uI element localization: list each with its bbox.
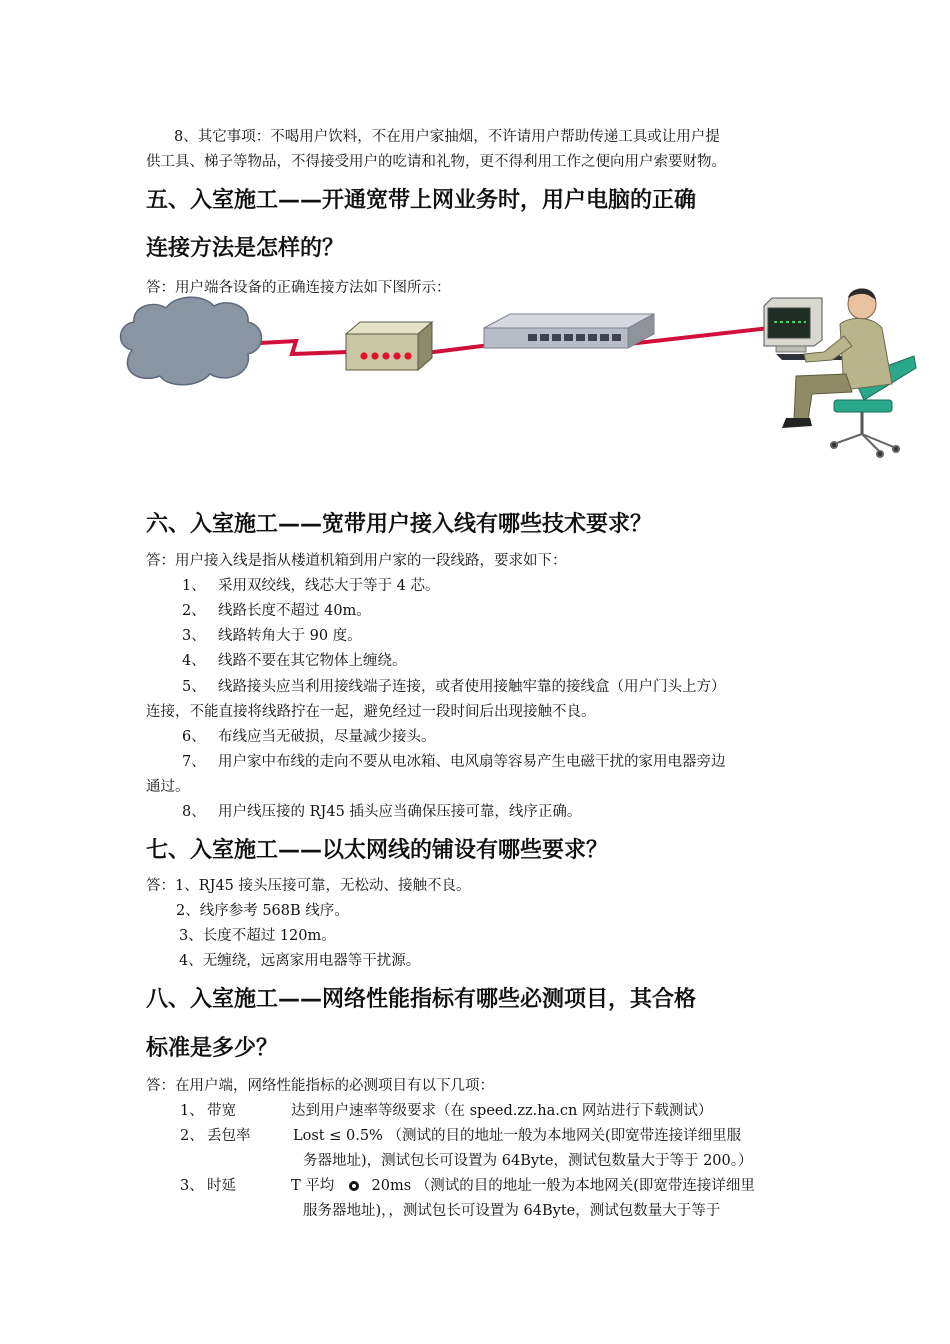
metric-name: 时延 bbox=[207, 1178, 236, 1194]
section7-heading: 七、入室施工——以太网线的铺设有哪些要求？ bbox=[146, 838, 609, 863]
metric-number: 3、 bbox=[180, 1178, 204, 1194]
metric-number: 1、 bbox=[180, 1103, 204, 1119]
list-item: 4、 线路不要在其它物体上缠绕。 bbox=[182, 653, 407, 669]
list-item: 5、 线路接头应当利用接线端子连接，或者使用接触牢靠的接线盒（用户门头上方） bbox=[182, 679, 726, 695]
metric-value bbox=[291, 1174, 755, 1198]
metric-value-continuation: 务器地址)，测试包长可设置为 64Byte，测试包数量大于等于 200。） bbox=[303, 1153, 753, 1169]
section8-heading-line2: 标准是多少？ bbox=[146, 1036, 279, 1061]
list-item: 8、 用户线压接的 RJ45 插头应当确保压接可靠，线序正确。 bbox=[182, 804, 582, 820]
metric-value-continuation: 服务器地址)，，测试包长可设置为 64Byte，测试包数量大于等于 bbox=[303, 1203, 721, 1219]
switch-icon bbox=[484, 314, 654, 348]
section8-heading-line1: 八、入室施工——网络性能指标有哪些必测项目，其合格 bbox=[146, 987, 697, 1012]
section5-answer: 答：用户端各设备的正确连接方法如下图所示： bbox=[146, 280, 451, 296]
list-item-continuation: 连接，不能直接将线路拧在一起，避免经过一段时间后出现接触不良。 bbox=[146, 704, 596, 720]
para8-line1: 8、其它事项：不喝用户饮料，不在用户家抽烟，不许请用户帮助传递工具或让用户提 bbox=[174, 129, 720, 145]
list-item: 3、 线路转角大于 90 度。 bbox=[182, 628, 362, 644]
modem-icon bbox=[346, 322, 432, 370]
section6-intro: 答：用户接入线是指从楼道机箱到用户家的一段线路，要求如下： bbox=[146, 553, 567, 569]
cloud-icon bbox=[121, 297, 262, 385]
bullet-ring-icon bbox=[349, 1181, 359, 1191]
section6-heading: 六、入室施工——宽带用户接入线有哪些技术要求？ bbox=[146, 512, 653, 537]
para8-line2: 供工具、梯子等物品，不得接受用户的吃请和礼物，更不得利用工作之便向用户索要财物。 bbox=[146, 154, 726, 170]
metric-value-text: 20ms （测试的目的地址一般为本地网关(即宽带连接详细里 bbox=[371, 1178, 755, 1194]
section7-line: 答：1、RJ45 接头压接可靠，无松动、接触不良。 bbox=[146, 878, 471, 894]
metric-name: 丢包率 bbox=[207, 1128, 251, 1144]
section7-line: 4、无缠绕，远离家用电器等干扰源。 bbox=[179, 953, 421, 969]
section7-line: 3、长度不超过 120m。 bbox=[179, 928, 336, 944]
list-item: 7、 用户家中布线的走向不要从电冰箱、电风扇等容易产生电磁干扰的家用电器旁边 bbox=[182, 754, 726, 770]
computer-user-icon bbox=[764, 289, 916, 458]
section7-line: 2、线序参考 568B 线序。 bbox=[176, 903, 349, 919]
section5-heading-line2: 连接方法是怎样的？ bbox=[146, 236, 345, 261]
metric-value: Lost ≤ 0.5% （测试的目的地址一般为本地网关(即宽带连接详细里服 bbox=[293, 1128, 742, 1144]
section5-heading-line1: 五、入室施工——开通宽带上网业务时，用户电脑的正确 bbox=[146, 188, 697, 213]
metric-value: 达到用户速率等级要求（在 speed.zz.ha.cn 网站进行下载测试） bbox=[291, 1103, 713, 1119]
list-item-continuation: 通过。 bbox=[146, 779, 190, 795]
list-item: 2、 线路长度不超过 40m。 bbox=[182, 603, 371, 619]
metric-value-prefix: T 平均 bbox=[291, 1178, 335, 1194]
metric-name: 带宽 bbox=[207, 1103, 236, 1119]
section8-intro: 答：在用户端，网络性能指标的必测项目有以下几项： bbox=[146, 1078, 494, 1094]
metric-number: 2、 bbox=[180, 1128, 204, 1144]
connection-diagram bbox=[110, 288, 930, 460]
list-item: 1、 采用双绞线，线芯大于等于 4 芯。 bbox=[182, 578, 440, 594]
list-item: 6、 布线应当无破损，尽量减少接头。 bbox=[182, 729, 436, 745]
